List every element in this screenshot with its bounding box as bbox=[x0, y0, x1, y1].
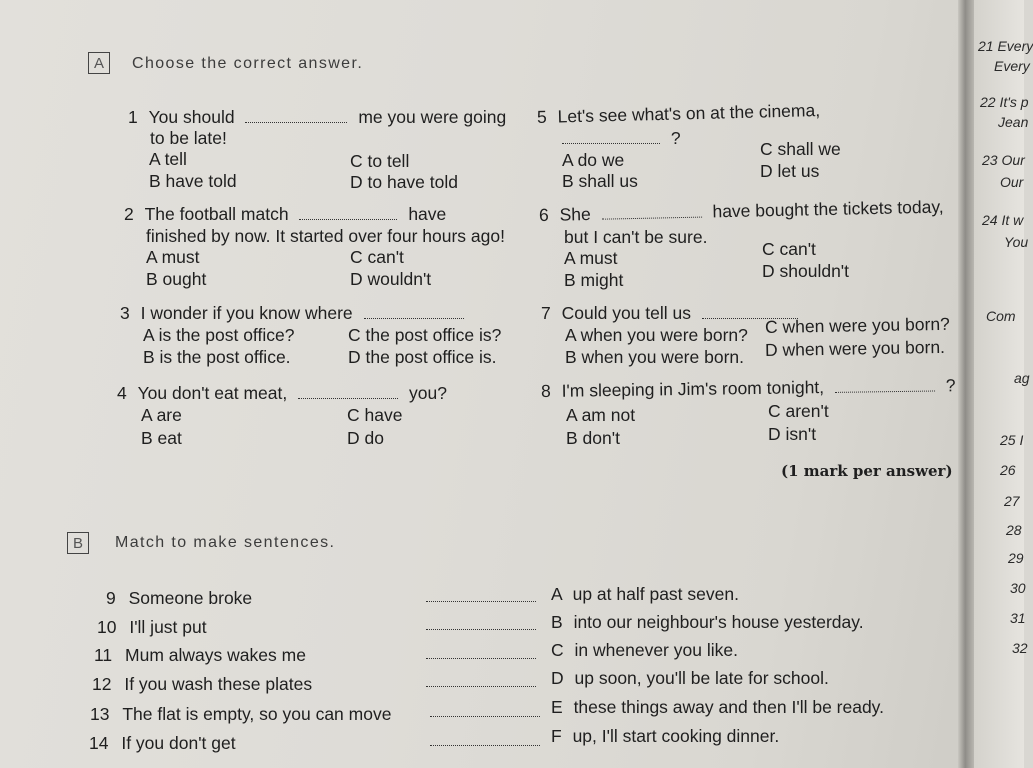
match-item bbox=[94, 645, 306, 665]
question-text-continued: ? bbox=[670, 128, 681, 148]
question-number: 5 bbox=[536, 106, 547, 127]
ending-text: these things away and then I'll be ready. bbox=[573, 697, 884, 717]
item-number: 13 bbox=[90, 704, 110, 724]
ending-item bbox=[551, 668, 829, 688]
option-d: D to have told bbox=[350, 172, 458, 192]
answer-blank[interactable] bbox=[835, 390, 935, 392]
item-text: I'll just put bbox=[129, 617, 207, 637]
ending-letter: B bbox=[551, 612, 563, 632]
question-1 bbox=[128, 107, 506, 127]
facing-page-line: Jean bbox=[998, 114, 1029, 130]
question-text: The football match bbox=[144, 204, 289, 224]
question-6 bbox=[539, 197, 944, 225]
question-4 bbox=[117, 383, 447, 403]
answer-blank[interactable] bbox=[364, 318, 464, 319]
option-a: A must bbox=[146, 247, 200, 267]
question-6-line2: but I can't be sure. bbox=[564, 227, 708, 247]
facing-page-line: 28 bbox=[1006, 522, 1022, 538]
facing-page-line: 23 Our bbox=[982, 152, 1025, 168]
option-a: A are bbox=[141, 405, 182, 425]
question-text: You don't eat meat, bbox=[137, 383, 288, 403]
question-number: 1 bbox=[128, 107, 138, 127]
answer-blank[interactable] bbox=[602, 217, 702, 220]
option-c: C have bbox=[347, 405, 403, 425]
match-item bbox=[106, 588, 252, 608]
facing-page-line: 26 bbox=[1000, 462, 1016, 478]
question-number: 7 bbox=[541, 303, 551, 323]
option-b: B have told bbox=[149, 171, 237, 191]
question-number: 2 bbox=[124, 204, 134, 224]
question-5 bbox=[537, 100, 821, 127]
match-item bbox=[97, 617, 207, 637]
ending-item bbox=[551, 640, 738, 660]
ending-text: in whenever you like. bbox=[574, 640, 738, 660]
question-text-continued: have bbox=[408, 204, 447, 224]
option-d: D the post office is. bbox=[348, 347, 497, 367]
match-blank[interactable] bbox=[426, 669, 536, 687]
ending-item bbox=[551, 697, 884, 717]
facing-page-line: Com bbox=[986, 308, 1016, 324]
question-3 bbox=[120, 303, 470, 323]
item-text: Mum always wakes me bbox=[125, 645, 306, 665]
match-blank[interactable] bbox=[426, 584, 536, 602]
option-b: B ought bbox=[146, 269, 207, 289]
question-text: She bbox=[559, 203, 591, 225]
ending-text: up at half past seven. bbox=[572, 584, 739, 604]
item-number: 9 bbox=[106, 588, 116, 608]
answer-blank[interactable] bbox=[562, 143, 660, 144]
question-text: Let's see what's on at the cinema, bbox=[557, 100, 821, 127]
question-text-continued: you? bbox=[408, 383, 447, 403]
question-text-continued: ? bbox=[945, 375, 956, 396]
answer-blank[interactable] bbox=[298, 398, 398, 399]
facing-page-line: Every bbox=[994, 58, 1030, 74]
option-c: C when were you born? bbox=[764, 313, 950, 337]
question-number: 4 bbox=[117, 383, 127, 403]
facing-page bbox=[974, 0, 1033, 768]
question-2-line2: finished by now. It started over four hours ago! bbox=[146, 226, 505, 246]
marks-note: (1 mark per answer) bbox=[781, 462, 953, 480]
question-text: I'm sleeping in Jim's room tonight, bbox=[561, 377, 825, 401]
question-text-continued: have bought the tickets today, bbox=[712, 196, 944, 222]
item-number: 12 bbox=[92, 674, 112, 694]
option-a: A do we bbox=[562, 150, 625, 170]
option-b: B eat bbox=[141, 428, 182, 448]
facing-page-line: 24 It w bbox=[982, 212, 1024, 228]
option-a: A tell bbox=[149, 149, 187, 169]
option-b: B don't bbox=[566, 428, 620, 448]
book-gutter bbox=[958, 0, 974, 768]
question-number: 3 bbox=[120, 303, 130, 323]
item-number: 11 bbox=[94, 645, 113, 665]
option-c: C shall we bbox=[760, 139, 841, 159]
ending-letter: F bbox=[551, 726, 562, 746]
section-b-label: B bbox=[67, 532, 89, 554]
match-blank[interactable] bbox=[430, 699, 540, 717]
item-text: If you wash these plates bbox=[124, 674, 313, 694]
option-c: C aren't bbox=[768, 401, 829, 421]
ending-letter: E bbox=[551, 697, 563, 717]
option-c: C can't bbox=[762, 239, 816, 259]
option-b: B is the post office. bbox=[143, 347, 291, 367]
option-c: C can't bbox=[350, 247, 404, 267]
option-d: D wouldn't bbox=[350, 269, 432, 289]
option-d: D shouldn't bbox=[762, 261, 850, 281]
option-d: D isn't bbox=[768, 424, 817, 444]
facing-page-line: 32 bbox=[1012, 640, 1028, 656]
question-1-line2: to be late! bbox=[150, 128, 227, 148]
ending-item bbox=[551, 612, 864, 632]
facing-page-line: You bbox=[1004, 234, 1029, 250]
section-a-label: A bbox=[88, 52, 110, 74]
facing-page-line: 21 Every bbox=[978, 38, 1033, 54]
facing-page-line: 22 It's p bbox=[980, 94, 1029, 110]
answer-blank[interactable] bbox=[245, 122, 347, 123]
facing-page-line: 27 bbox=[1004, 493, 1020, 509]
facing-page-line: ag bbox=[1014, 370, 1030, 386]
item-number: 10 bbox=[97, 617, 117, 637]
answer-blank[interactable] bbox=[299, 219, 397, 220]
ending-text: up, I'll start cooking dinner. bbox=[572, 726, 780, 746]
question-2 bbox=[124, 204, 446, 224]
item-text: The flat is empty, so you can move bbox=[122, 704, 392, 724]
question-text: I wonder if you know where bbox=[140, 303, 353, 323]
facing-page-line: 30 bbox=[1010, 580, 1026, 596]
match-item bbox=[89, 733, 236, 753]
match-item bbox=[92, 674, 312, 694]
option-c: C the post office is? bbox=[348, 325, 502, 345]
ending-item bbox=[551, 726, 779, 746]
facing-page-line: 25 I bbox=[1000, 432, 1024, 448]
question-text: You should bbox=[148, 107, 235, 127]
option-a: A must bbox=[564, 248, 618, 268]
question-number: 6 bbox=[538, 204, 549, 225]
facing-page-line: 31 bbox=[1010, 610, 1026, 626]
option-b: B when you were born. bbox=[565, 347, 744, 367]
section-a-title: Choose the correct answer. bbox=[132, 55, 364, 72]
item-text: Someone broke bbox=[128, 588, 253, 608]
ending-text: up soon, you'll be late for school. bbox=[574, 668, 829, 688]
option-d: D when were you born. bbox=[764, 336, 946, 360]
ending-letter: A bbox=[551, 584, 562, 604]
option-d: D do bbox=[347, 428, 384, 448]
option-a: A when you were born? bbox=[565, 325, 748, 345]
question-8 bbox=[541, 375, 956, 401]
option-a: A is the post office? bbox=[143, 325, 295, 345]
option-b: B might bbox=[564, 270, 624, 290]
match-blank[interactable] bbox=[426, 641, 536, 659]
match-blank[interactable] bbox=[426, 612, 536, 630]
item-text: If you don't get bbox=[121, 733, 236, 753]
ending-item bbox=[551, 584, 739, 604]
question-text-continued: me you were going bbox=[358, 107, 507, 127]
option-b: B shall us bbox=[562, 171, 638, 191]
facing-page-line: 29 bbox=[1008, 550, 1024, 566]
ending-text: into our neighbour's house yesterday. bbox=[573, 612, 864, 632]
facing-page-line: Our bbox=[1000, 174, 1024, 190]
ending-letter: D bbox=[551, 668, 564, 688]
question-5-line2 bbox=[562, 128, 681, 148]
match-item bbox=[90, 704, 391, 724]
match-blank[interactable] bbox=[430, 728, 540, 746]
question-number: 8 bbox=[540, 380, 551, 401]
question-text: Could you tell us bbox=[561, 303, 691, 323]
option-d: D let us bbox=[760, 161, 820, 181]
item-number: 14 bbox=[89, 733, 109, 753]
section-b-title: Match to make sentences. bbox=[115, 534, 336, 551]
ending-letter: C bbox=[551, 640, 564, 660]
option-a: A am not bbox=[566, 405, 636, 425]
option-c: C to tell bbox=[350, 151, 410, 171]
